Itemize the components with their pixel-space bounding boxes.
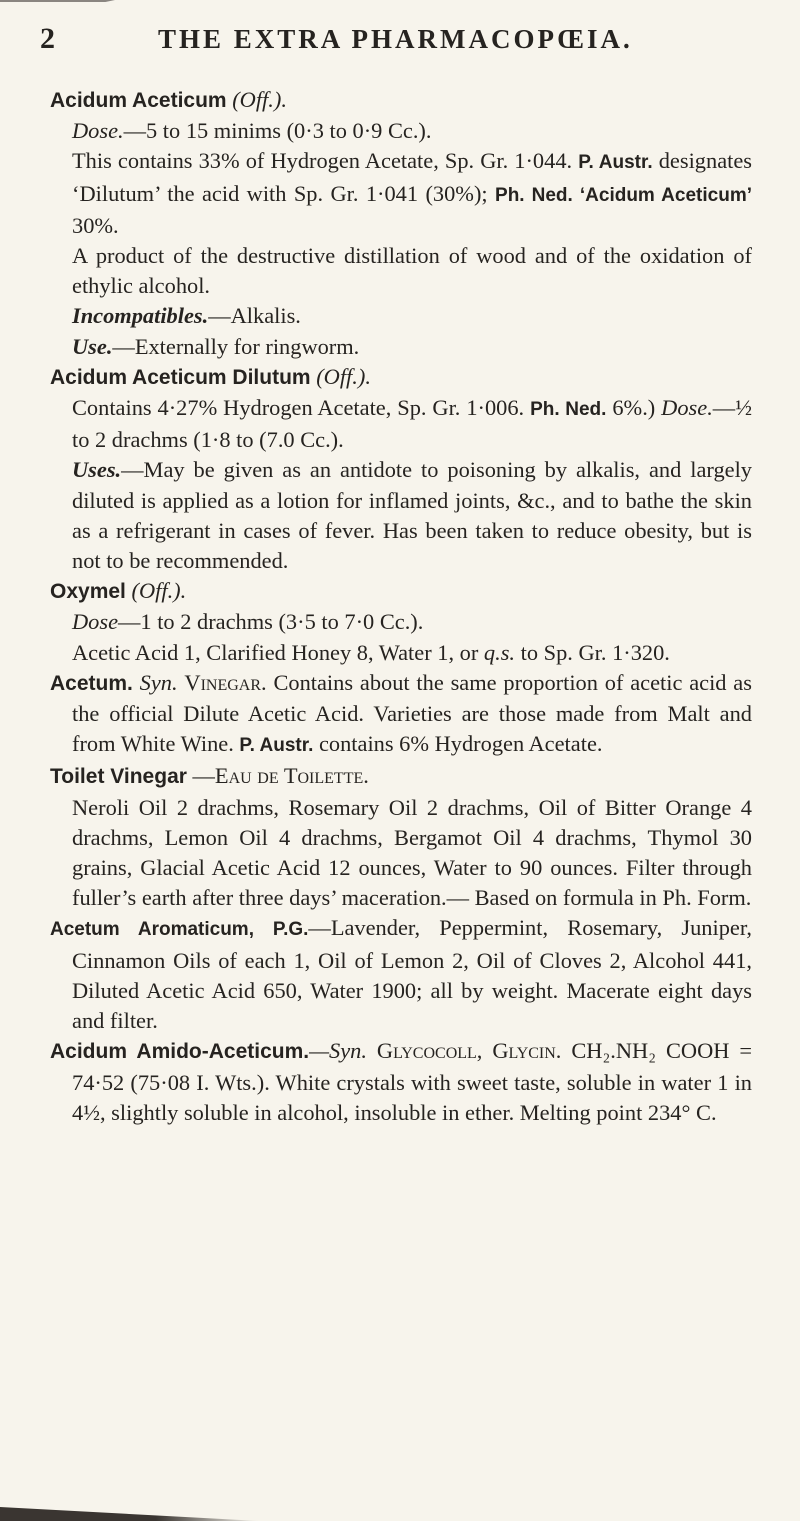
pharmacopoeia-ref: P. Austr. — [578, 152, 653, 174]
page-number: 2 — [40, 22, 55, 55]
formula-text: —Lavender, Peppermint, Rosemary, Juniper, Cinnamon Oils of each 1, Oil of Lemon 2, Oil of Cloves 2, Alcohol 441, Diluted Acetic Acid 650, Water 1900; all by weight. Macerate eight days and filter. — [72, 915, 752, 1034]
uses-text: —May be given as an antidote to poisoning by alkalis, and largely diluted is applied as a lotion for inflamed joints, &c., and to bathe the skin as a refrigerant in cases of fever. Has been taken to reduce obesity, but is not to be recommended. — [72, 457, 752, 574]
entry-acetum-aromaticum — [50, 913, 752, 1036]
page-edge-shadow — [0, 1507, 260, 1521]
use-label: Use. — [72, 333, 113, 359]
use-line — [50, 332, 752, 362]
description-part: 30%. — [72, 212, 119, 238]
pharmacopoeia-ref: Ph. Ned. ‘Acidum Aceticum’ — [495, 184, 752, 206]
formula-part: to Sp. Gr. 1·320. — [520, 639, 670, 665]
entry-acidum-amido-aceticum — [50, 1036, 752, 1128]
entry-heading: Oxymel — [50, 580, 126, 604]
description-part: Contains 4·27% Hydrogen Acetate, Sp. Gr. 1·006. — [72, 395, 525, 421]
entry-acetum — [50, 668, 752, 762]
description-part: This contains 33% of Hydrogen Acetate, Sp. Gr. 1·044. — [72, 148, 573, 174]
entry-heading: Acetum Aromaticum, P.G. — [50, 919, 309, 941]
qs-abbrev: q.s. — [483, 639, 516, 665]
entry-heading: Acetum. — [50, 671, 133, 695]
entry-oxymel — [50, 576, 752, 607]
dose-label: Dose. — [72, 118, 124, 144]
dose-line — [50, 607, 752, 637]
entry-heading: Toilet Vinegar — [50, 765, 187, 789]
description-text — [50, 393, 752, 455]
formula-part: Acetic Acid 1, Clarified Honey 8, Water 1, or — [72, 639, 479, 665]
description-part: 6%.) — [612, 395, 656, 421]
incompatibles-line — [50, 301, 752, 331]
incompatibles-label: Incompatibles. — [72, 303, 209, 329]
entry-heading: Acidum Aceticum Dilutum — [50, 365, 311, 389]
pharmacopoeia-ref: P. Austr. — [239, 735, 314, 757]
dose-label: Dose — [72, 609, 119, 635]
synonym-label: —Syn. — [309, 1038, 367, 1064]
entry-heading: Acidum Amido-Aceticum. — [50, 1040, 310, 1064]
dose-label: Dose. — [661, 395, 713, 421]
dose-text: —5 to 15 minims (0·3 to 0·9 Cc.). — [123, 118, 432, 144]
synonym-name: —Eau de Toilette. — [192, 763, 369, 789]
running-title: THE EXTRA PHARMACOPŒIA. — [158, 24, 633, 54]
entry-acidum-aceticum-dilutum — [50, 362, 752, 393]
uses-line — [50, 455, 752, 576]
dose-line — [50, 116, 752, 146]
synonym-name: Vinegar. — [184, 669, 267, 695]
entry-acidum-aceticum — [50, 85, 752, 116]
synonym-name: Glycocoll, Glycin. — [376, 1038, 562, 1064]
official-mark: (Off.). — [131, 578, 187, 604]
running-header — [40, 22, 760, 56]
official-mark: (Off.). — [316, 363, 371, 389]
incompatibles-text: —Alkalis. — [208, 303, 301, 329]
description-part: Contains about the same proportion of acetic acid as the official Dilute Acetic Acid. Varieties are those made from Malt and from White Wine. — [72, 669, 752, 757]
formula-text: Neroli Oil 2 drachms, Rosemary Oil 2 drachms, Oil of Bitter Orange 4 drachms, Lemon Oil 4 drachms, Bergamot Oil 4 drachms, Thymol 30 grains, Glacial Acetic Acid 12 ounces, Water to 90 ounces. Filter through fuller’s earth after three days’ maceration.— Based on formula in Ph. Form. — [72, 794, 752, 911]
page-body — [50, 85, 752, 1128]
synonym-label: Syn. — [139, 669, 178, 695]
entry-heading: Acidum Aceticum — [50, 89, 227, 112]
description-part: contains 6% Hydrogen Acetate. — [318, 731, 603, 757]
entry-toilet-vinegar — [50, 761, 752, 792]
uses-label: Uses. — [72, 457, 122, 483]
dose-text: —1 to 2 drachms (3·5 to 7·0 Cc.). — [118, 609, 424, 635]
use-text: —Externally for ringworm. — [112, 333, 360, 359]
description-part: designates ‘Dilutum’ the acid with Sp. Gr. 1·041 (30%); — [72, 148, 753, 206]
description-text — [50, 146, 752, 241]
description-part: CH₂.NH₂ COOH = 74·52 (75·08 I. Wts.). White crystals with sweet taste, soluble in water 1 in 4½, slightly soluble in alcohol, insoluble in ether. Melting point 234° C. — [72, 1038, 752, 1125]
dose-text: —½ to 2 drachms (1·8 to (7.0 Cc.). — [72, 395, 752, 453]
pharmacopoeia-ref: Ph. Ned. — [530, 399, 607, 421]
product-text: A product of the destructive distillation of wood and of the oxidation of ethylic alcohol. — [72, 243, 752, 299]
formula-text — [50, 638, 752, 668]
official-mark: (Off.). — [232, 87, 287, 112]
page-corner-mark — [0, 0, 115, 24]
